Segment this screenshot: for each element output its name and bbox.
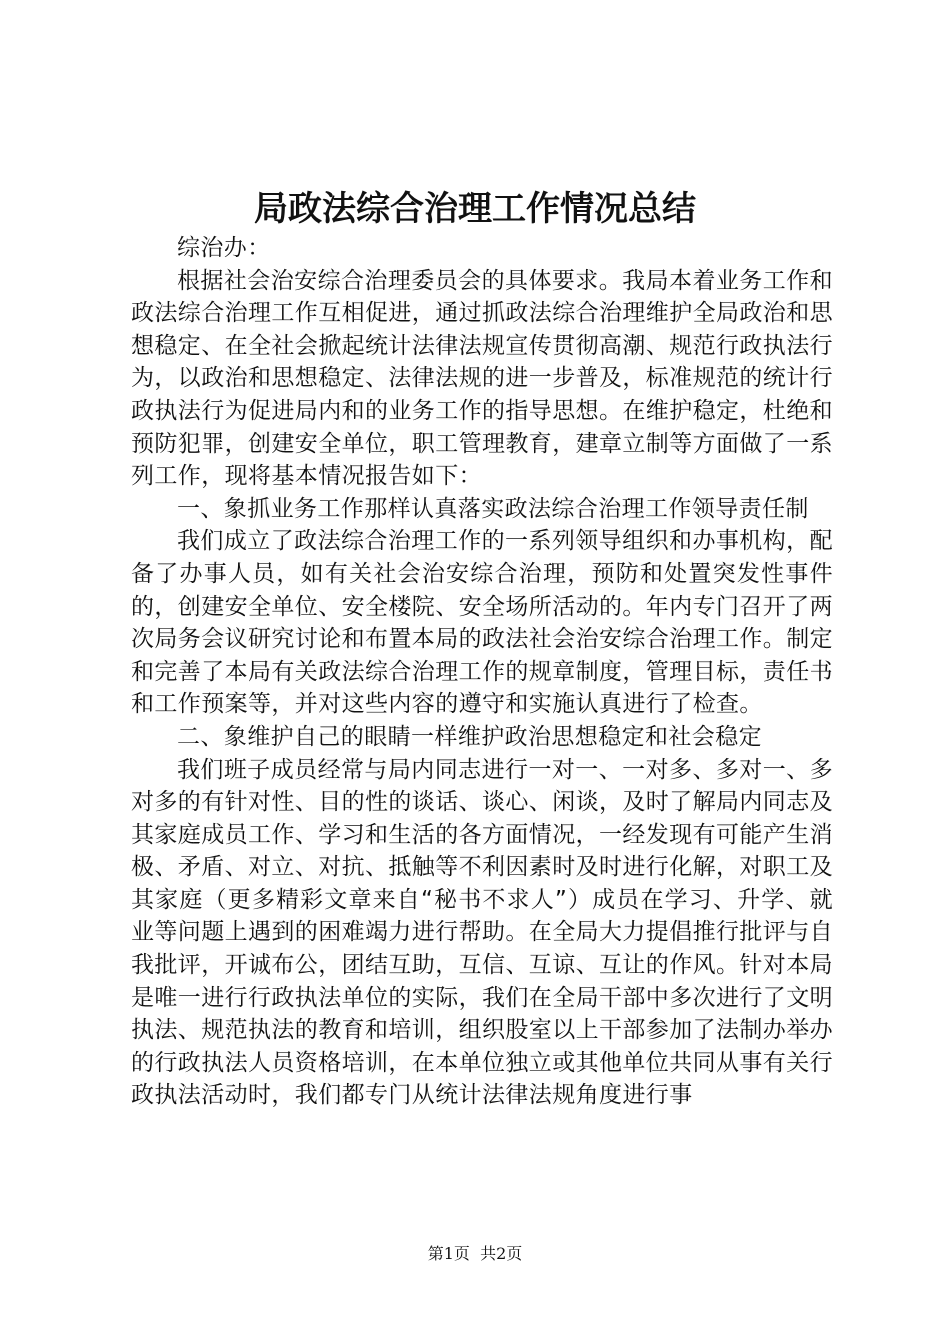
paragraph-intro: 根据社会治安综合治理委员会的具体要求。我局本着业务工作和政法综合治理工作互相促进，通过抓政法综合治理维护全局政治和思想稳定、在全社会掀起统计法律法规宣传贯彻高潮、规范行政执法行为，以政治和思想稳定、法律法规的进一步普及，标准规范的统计行政执法行为促进局内和的业务工作的指导思想。在维护稳定，杜绝和预防犯罪，创建安全单位，职工管理教育，建章立制等方面做了一系列工作，现将基本情况报告如下： <box>131 267 833 490</box>
page-footer <box>0 1243 950 1265</box>
salutation: 综治办： <box>177 235 271 261</box>
document-title: 局政法综合治理工作情况总结 <box>254 189 696 229</box>
section-heading-1: 一、象抓业务工作那样认真落实政法综合治理工作领导责任制 <box>177 495 809 522</box>
paragraph-section-2: 我们班子成员经常与局内同志进行一对一、一对多、多对一、多对多的有针对性、目的性的谈话、谈心、闲谈，及时了解局内同志及其家庭成员工作、学习和生活的各方面情况，一经发现有可能产生消极、矛盾、对立、对抗、抵触等不利因素时及时进行化解，对职工及其家庭（更多精彩文章来自“秘书不求人”）成员在学习、升学、就业等问题上遇到的困难竭力进行帮助。在全局大力提倡推行批评与自我批评，开诚布公，团结互助，互信、互谅、互让的作风。针对本局是唯一进行行政执法单位的实际，我们在全局干部中多次进行了文明执法、规范执法的教育和培训，组织股室以上干部参加了法制办举办的行政执法人员资格培训，在本单位独立或其他单位共同从事有关行政执法活动时，我们都专门从统计法律法规角度进行事 <box>131 756 833 1109</box>
section-heading-2: 二、象维护自己的眼睛一样维护政治思想稳定和社会稳定 <box>177 723 762 750</box>
paragraph-section-1: 我们成立了政法综合治理工作的一系列领导组织和办事机构，配备了办事人员，如有关社会治安综合治理，预防和处置突发性事件的，创建安全单位、安全楼院、安全场所活动的。年内专门召开了两次局务会议研究讨论和布置本局的政法社会治安综合治理工作。制定和完善了本局有关政法综合治理工作的规章制度，管理目标，责任书和工作预案等，并对这些内容的遵守和实施认真进行了检查。 <box>131 528 833 718</box>
document-body <box>131 232 833 1112</box>
page-number-label: 第1页 共2页 <box>427 1244 523 1263</box>
